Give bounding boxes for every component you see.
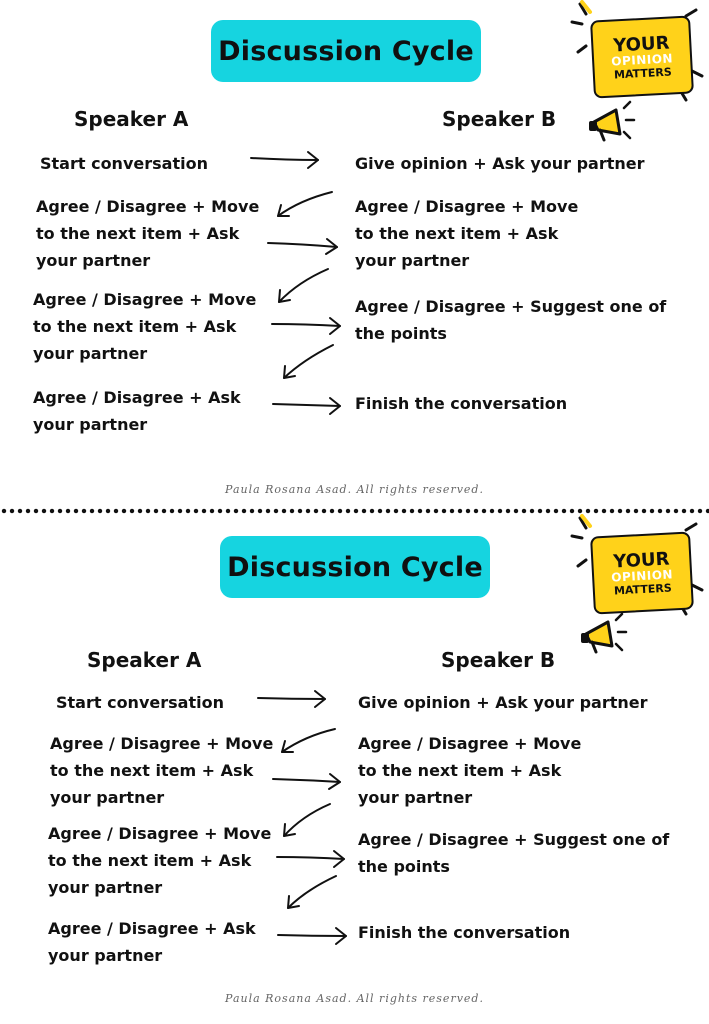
left-arrow-1 [278,192,332,216]
badge-line-opinion: OPINION [610,50,674,69]
right-arrow-1 [258,691,325,707]
speaker-a-step-3-copy: Agree / Disagree + Move to the next item + Ask your partner [48,824,272,897]
speaker-a-step-1: Start conversation [40,154,208,173]
speaker-a-heading: Speaker A [74,107,189,131]
page-title-copy: Discussion Cycle [220,536,490,598]
flow-arrows-copy [0,514,709,1024]
right-arrow-1 [251,152,318,168]
right-arrow-2 [268,239,337,254]
copyright-credit: Paula Rosana Asad. All rights reserved. [225,483,484,496]
speaker-a-step-3: Agree / Disagree + Move to the next item + Ask your partner [33,290,257,363]
speaker-a-step-4: Agree / Disagree + Ask your partner [33,388,241,434]
page-title: Discussion Cycle [211,20,481,82]
right-arrow-3 [272,318,340,334]
left-arrow-2 [284,804,330,836]
left-arrow-1 [282,729,335,752]
left-arrow-3 [288,876,336,908]
left-arrow-2 [279,269,328,302]
speaker-b-step-3-copy: Agree / Disagree + Suggest one of the points [358,830,670,876]
speaker-a-step-2: Agree / Disagree + Move to the next item + Ask your partner [36,197,260,270]
speaker-a-step-1-copy: Start conversation [56,693,224,712]
speaker-b-heading-copy: Speaker B [441,648,556,672]
speaker-b-step-4: Finish the conversation [355,394,568,413]
badge-line-your: YOUR [612,32,670,56]
right-arrow-3 [277,851,344,867]
left-arrow-3 [284,345,333,378]
speaker-a-step-2-copy: Agree / Disagree + Move to the next item + Ask your partner [50,734,274,807]
badge-line-matters: MATTERS [613,580,673,597]
badge-line-matters: MATTERS [613,64,673,81]
speaker-b-step-2-copy: Agree / Disagree + Move to the next item + Ask your partner [358,734,582,807]
speaker-b-step-2: Agree / Disagree + Move to the next item + Ask your partner [355,197,579,270]
discussion-section-bottom [0,514,709,1024]
speaker-b-step-3: Agree / Disagree + Suggest one of the points [355,297,667,343]
right-arrow-4 [278,928,346,944]
speaker-b-step-1-copy: Give opinion + Ask your partner [358,693,648,712]
speaker-b-step-1: Give opinion + Ask your partner [355,154,645,173]
badge-line-opinion: OPINION [610,566,674,585]
right-arrow-2 [273,774,340,789]
speaker-b-heading: Speaker B [442,107,557,131]
speaker-a-heading-copy: Speaker A [87,648,202,672]
right-arrow-4 [273,398,340,414]
badge-line-your: YOUR [612,548,670,572]
copyright-credit-copy: Paula Rosana Asad. All rights reserved. [225,992,484,1005]
speaker-a-step-4-copy: Agree / Disagree + Ask your partner [48,919,256,965]
flow-arrows [0,0,709,508]
speaker-b-step-4-copy: Finish the conversation [358,923,571,942]
discussion-section-top [0,0,709,508]
